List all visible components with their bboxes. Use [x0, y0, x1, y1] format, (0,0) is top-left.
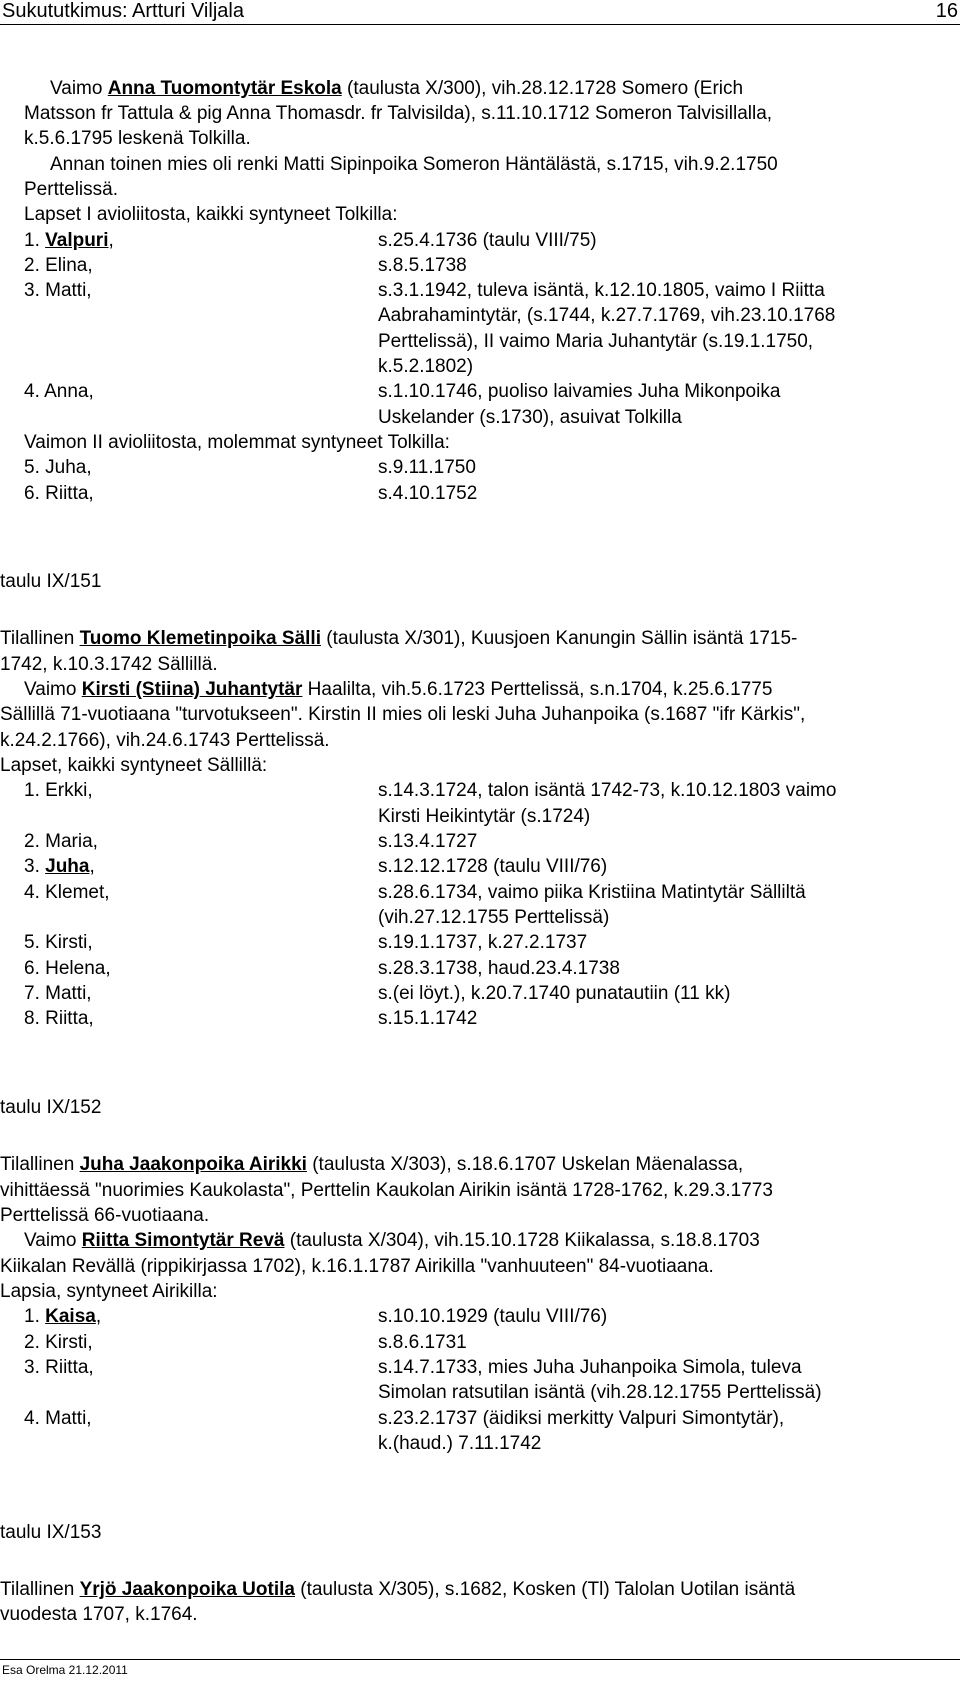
child-details: k.5.2.1802) — [378, 356, 474, 377]
section-heading: taulu IX/151 — [0, 571, 102, 592]
child-details: (vih.27.12.1755 Perttelissä) — [378, 907, 610, 928]
footer-text: Esa Orelma 21.12.2011 — [2, 1663, 128, 1677]
header-rule — [0, 24, 960, 25]
child-name: 4. Anna, — [24, 381, 94, 402]
text-line: vihittäessä "nuorimies Kaukolasta", Perttelin Kaukolan Airikin isäntä 1728-1762, k.29.3.1773 — [0, 1180, 773, 1201]
text-line: Perttelissä 66-vuotiaana. — [0, 1205, 210, 1226]
child-name: 8. Riitta, — [24, 1008, 94, 1029]
child-details: s.19.1.1737, k.27.2.1737 — [378, 932, 588, 953]
child-name: 1. Kaisa, — [24, 1306, 102, 1327]
child-name: 2. Elina, — [24, 255, 93, 276]
child-details: s.28.6.1734, vaimo piika Kristiina Matintytär Sälliltä — [378, 882, 806, 903]
child-name: 5. Juha, — [24, 457, 92, 478]
child-details: s.15.1.1742 — [378, 1008, 478, 1029]
person-name: Anna Tuomontytär Eskola — [107, 78, 342, 99]
child-name: 3. Matti, — [24, 280, 92, 301]
child-details: Perttelissä), II vaimo Maria Juhantytär (s.19.1.1750, — [378, 331, 814, 352]
text-line: Tilallinen Tuomo Klemetinpoika Sälli (taulusta X/301), Kuusjoen Kanungin Sällin isäntä 1715- — [0, 628, 798, 649]
text-line: Vaimo Anna Tuomontytär Eskola (taulusta X/300), vih.28.12.1728 Somero (Erich — [50, 78, 744, 99]
child-name: 1. Valpuri, — [24, 230, 114, 251]
child-details: s.8.5.1738 — [378, 255, 467, 276]
text-line: Annan toinen mies oli renki Matti Sipinpoika Someron Häntälästä, s.1715, vih.9.2.1750 — [50, 154, 778, 175]
text-line: Perttelissä. — [24, 179, 118, 200]
text-line: Kiikalan Revällä (rippikirjassa 1702), k.16.1.1787 Airikilla "vanhuuteen" 84-vuotiaana. — [0, 1256, 714, 1277]
person-name: Tuomo Klemetinpoika Sälli — [79, 628, 321, 649]
section-heading: taulu IX/153 — [0, 1522, 102, 1543]
text-line: Lapset, kaikki syntyneet Sällillä: — [0, 755, 268, 776]
text-line: k.5.6.1795 leskenä Tolkilla. — [24, 128, 251, 149]
text-line: Vaimon II avioliitosta, molemmat syntyneet Tolkilla: — [24, 432, 450, 453]
text-line: Tilallinen Juha Jaakonpoika Airikki (taulusta X/303), s.18.6.1707 Uskelan Mäenalassa, — [0, 1154, 744, 1175]
child-details: Simolan ratsutilan isäntä (vih.28.12.1755 Perttelissä) — [378, 1382, 822, 1403]
child-name: 3. Riitta, — [24, 1357, 94, 1378]
child-details: s.(ei löyt.), k.20.7.1740 punatautiin (11 kk) — [378, 983, 731, 1004]
child-name: 6. Riitta, — [24, 483, 94, 504]
child-details: s.9.11.1750 — [378, 457, 476, 478]
child-details: Aabrahamintytär, (s.1744, k.27.7.1769, vih.23.10.1768 — [378, 305, 836, 326]
text-line: Tilallinen Yrjö Jaakonpoika Uotila (taulusta X/305), s.1682, Kosken (Tl) Talolan Uotilan isäntä — [0, 1579, 796, 1600]
child-details: Uskelander (s.1730), asuivat Tolkilla — [378, 407, 682, 428]
child-details: s.25.4.1736 (taulu VIII/75) — [378, 230, 597, 251]
child-details: s.8.6.1731 — [378, 1332, 467, 1353]
text-line: Sällillä 71-vuotiaana "turvotukseen". Kirstin II mies oli leski Juha Juhanpoika (s.1687 "ifr Kärkis", — [0, 704, 806, 725]
child-name: 2. Maria, — [24, 831, 98, 852]
text-line: vuodesta 1707, k.1764. — [0, 1604, 198, 1625]
text-line: Lapsia, syntyneet Airikilla: — [0, 1281, 218, 1302]
child-name: 4. Klemet, — [24, 882, 110, 903]
header-title: Sukututkimus: Artturi Viljala — [2, 0, 244, 22]
text-line: 1742, k.10.3.1742 Sällillä. — [0, 654, 218, 675]
child-details: s.3.1.1942, tuleva isäntä, k.12.10.1805, vaimo I Riitta — [378, 280, 825, 301]
child-details: s.10.10.1929 (taulu VIII/76) — [378, 1306, 608, 1327]
child-details: s.12.12.1728 (taulu VIII/76) — [378, 856, 608, 877]
child-details: s.13.4.1727 — [378, 831, 478, 852]
text-line: Vaimo Kirsti (Stiina) Juhantytär Haalilta, vih.5.6.1723 Perttelissä, s.n.1704, k.25.6.1775 — [24, 679, 773, 700]
child-details: s.14.3.1724, talon isäntä 1742-73, k.10.12.1803 vaimo — [378, 780, 837, 801]
child-name: 6. Helena, — [24, 958, 111, 979]
child-details: s.23.2.1737 (äidiksi merkitty Valpuri Simontytär), — [378, 1408, 785, 1429]
person-name: Kirsti (Stiina) Juhantytär — [81, 679, 303, 700]
child-name: 3. Juha, — [24, 856, 95, 877]
child-details: s.4.10.1752 — [378, 483, 478, 504]
child-details: s.1.10.1746, puoliso laivamies Juha Mikonpoika — [378, 381, 781, 402]
child-name: 5. Kirsti, — [24, 932, 93, 953]
text-line: Vaimo Riitta Simontytär Revä (taulusta X/304), vih.15.10.1728 Kiikalassa, s.18.8.1703 — [24, 1230, 760, 1251]
section-heading: taulu IX/152 — [0, 1097, 102, 1118]
child-name: 2. Kirsti, — [24, 1332, 93, 1353]
child-details: Kirsti Heikintytär (s.1724) — [378, 806, 591, 827]
person-name: Yrjö Jaakonpoika Uotila — [79, 1579, 295, 1600]
child-name: 4. Matti, — [24, 1408, 92, 1429]
text-line: Lapset I avioliitosta, kaikki syntyneet Tolkilla: — [24, 204, 398, 225]
child-name: 7. Matti, — [24, 983, 92, 1004]
page-number: 16 — [935, 0, 958, 22]
child-name: 1. Erkki, — [24, 780, 93, 801]
text-line: Matsson fr Tattula & pig Anna Thomasdr. fr Talvisilda), s.11.10.1712 Someron Talvisillalla, — [24, 103, 773, 124]
child-details: s.14.7.1733, mies Juha Juhanpoika Simola, tuleva — [378, 1357, 802, 1378]
person-name: Juha Jaakonpoika Airikki — [79, 1154, 307, 1175]
person-name: Riitta Simontytär Revä — [81, 1230, 285, 1251]
child-details: s.28.3.1738, haud.23.4.1738 — [378, 958, 620, 979]
footer-rule — [0, 1659, 960, 1660]
text-line: k.24.2.1766), vih.24.6.1743 Perttelissä. — [0, 730, 330, 751]
child-details: k.(haud.) 7.11.1742 — [378, 1433, 542, 1454]
